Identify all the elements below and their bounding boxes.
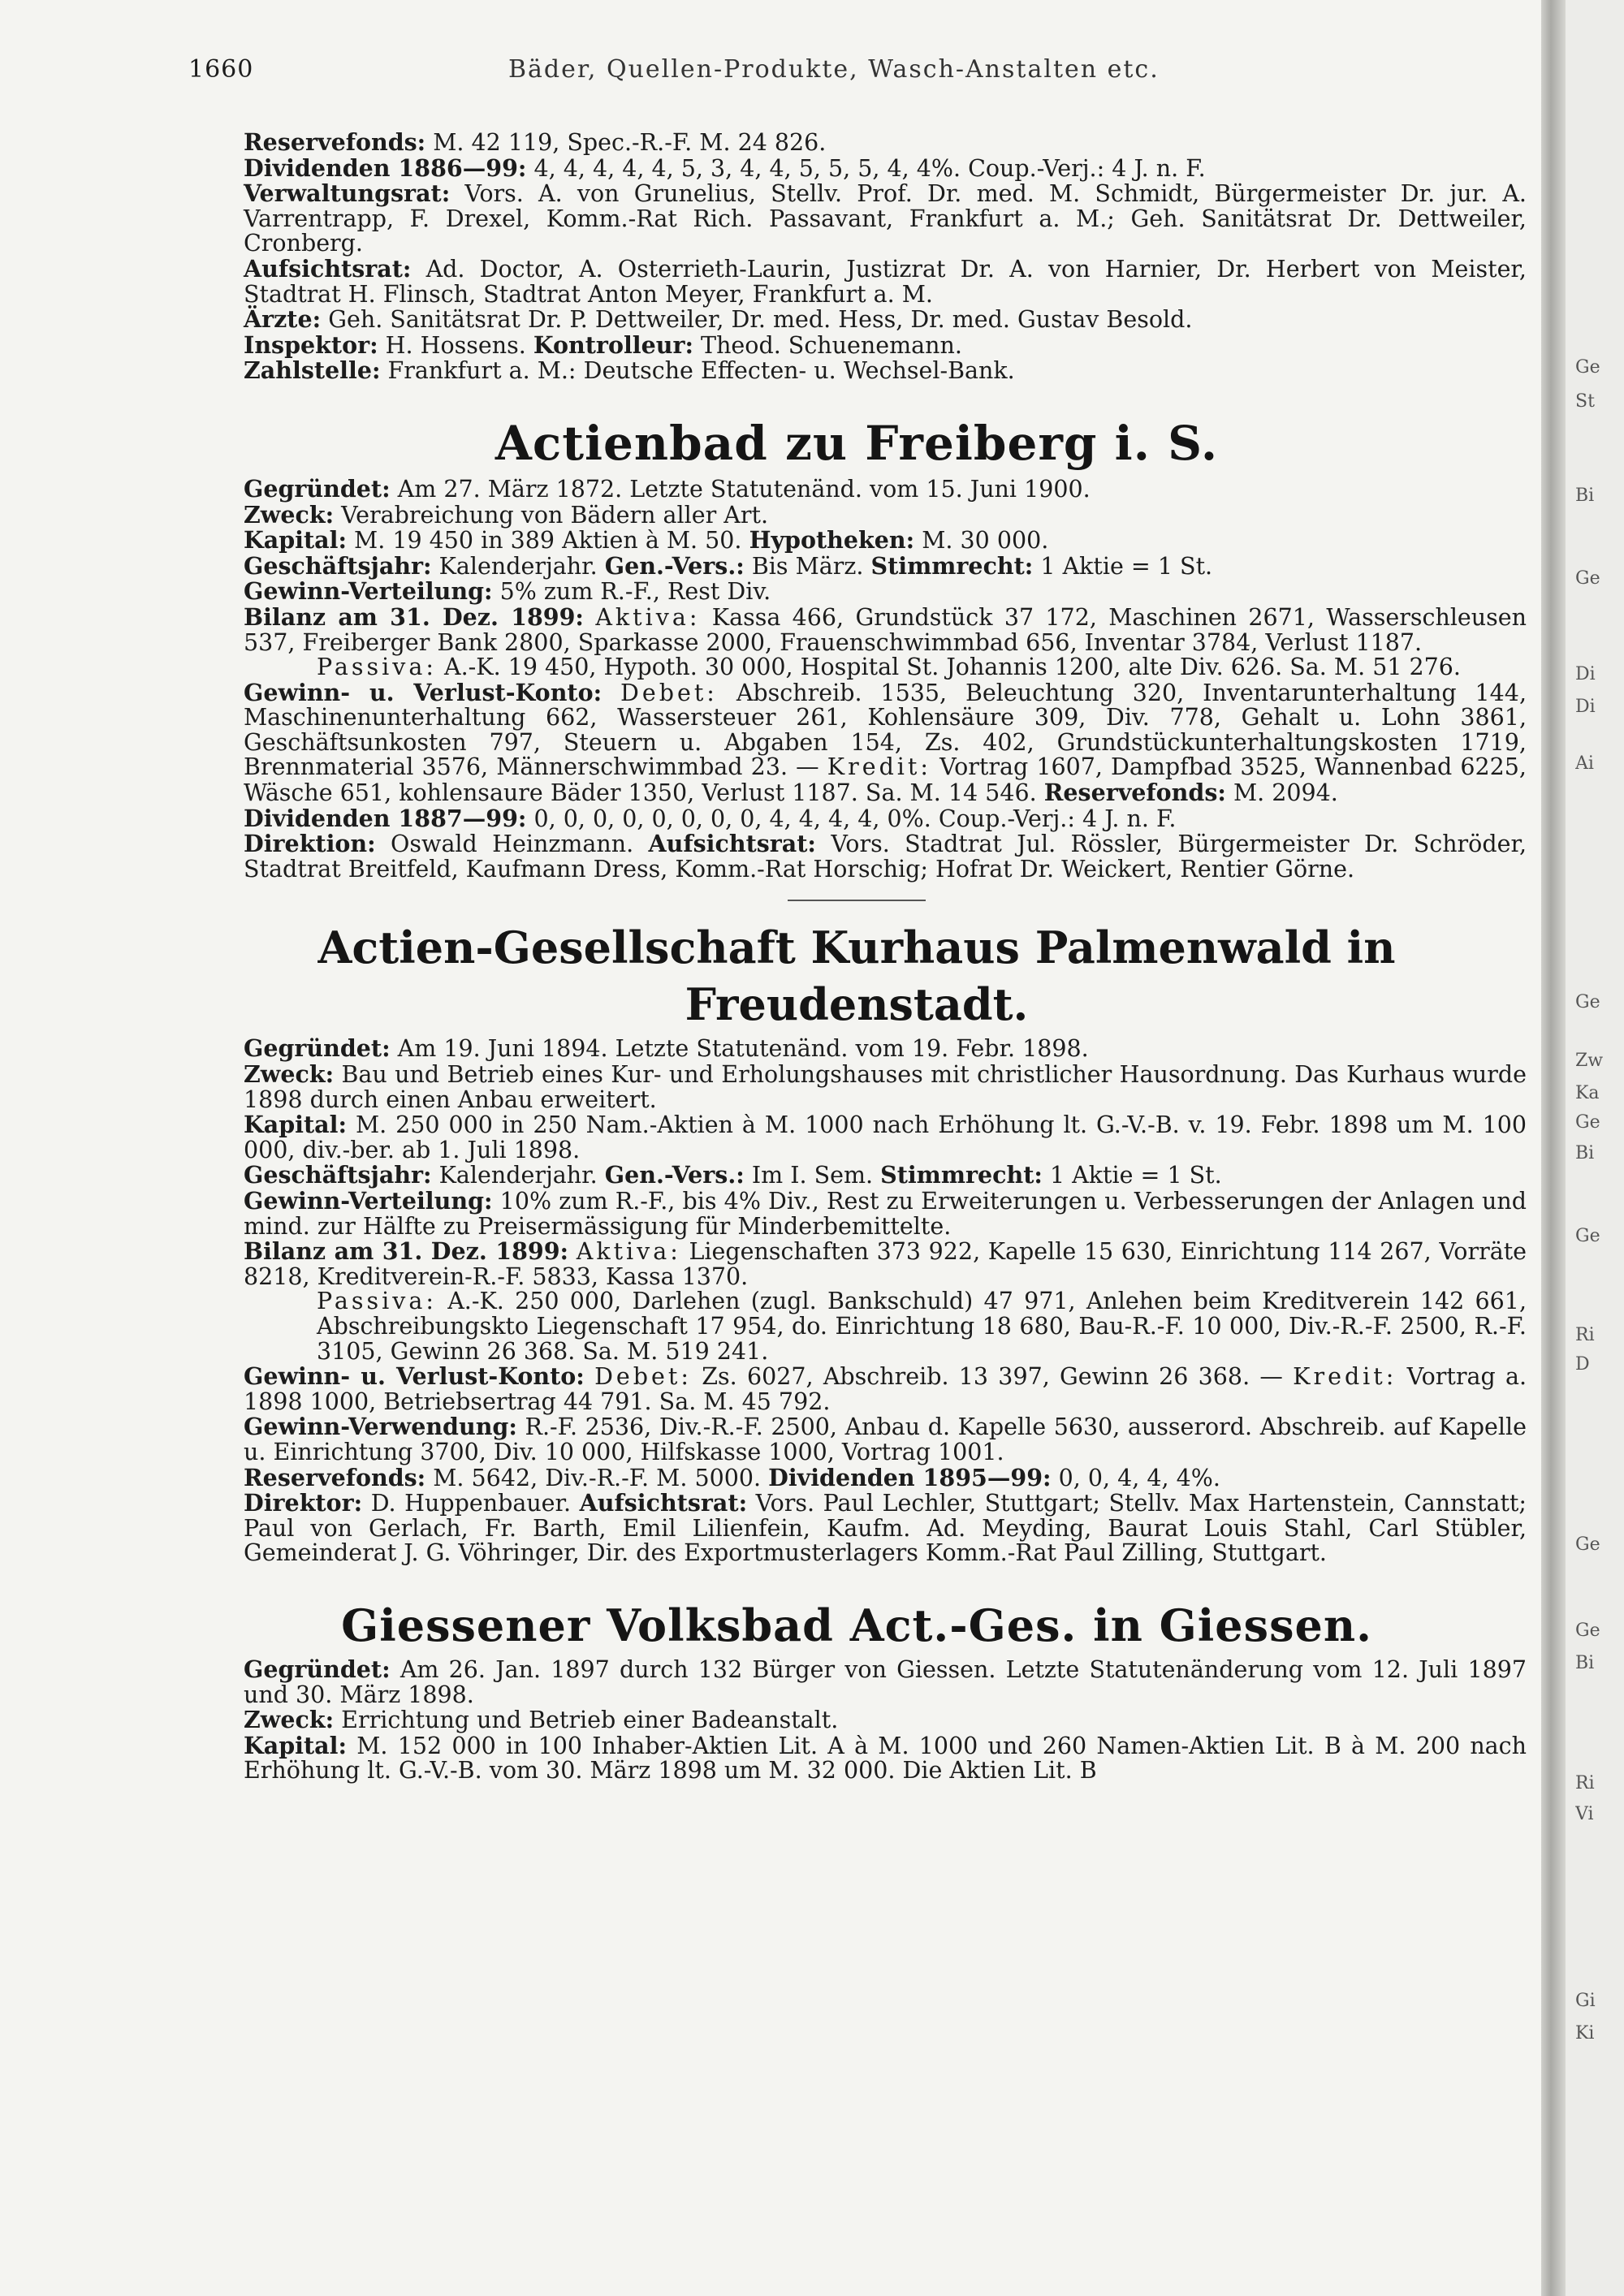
edge-fragment: D: [1575, 1354, 1590, 1375]
edge-fragment: Ge: [1575, 1621, 1600, 1641]
edge-fragment: Ri: [1575, 1773, 1595, 1793]
section-giessen: [187, 1597, 1527, 1784]
next-page-edge: [1566, 0, 1624, 2296]
entry-verwaltungsrat: Verwaltungsrat: Vors. A. von Grunelius, Stellv. Prof. Dr. med. M. Schmidt, Bürgermeister Dr. jur. A. Varrentrapp, F. Drexel, Komm.-Rat Rich. Passavant, Frankfurt a. M.; Geh. Sanitätsrat Dr. Dettweiler, Cronberg.: [244, 179, 1527, 257]
section-title: Actienbad zu Freiberg i. S.: [495, 415, 1219, 471]
entry-bilanz-aktiva: Bilanz am 31. Dez. 1899: Aktiva: Kassa 466, Grundstück 37 172, Maschinen 2671, Wasserschleusen 537, Freiberger Bank 2800, Sparkasse 2000, Frauenschwimmbad 656, Inventar 3784, Verlust 1187.: [244, 602, 1527, 656]
entry-gegruendet: Gegründet: Am 27. März 1872. Letzte Statutenänd. vom 15. Juni 1900.: [244, 474, 1091, 503]
entry-inspektor: Inspektor: H. Hossens. Kontrolleur: Theod. Schuenemann.: [244, 330, 962, 359]
entry-gegruendet: Gegründet: Am 26. Jan. 1897 durch 132 Bürger von Giessen. Letzte Statutenänderung vom 12. Juli 1897 und 30. März 1898.: [244, 1655, 1527, 1708]
section-palmenwald: [187, 919, 1527, 1565]
section-title: Actien-Gesellschaft Kurhaus Palmenwald in Freudenstadt.: [317, 921, 1396, 1031]
entry-aufsichtsrat: Aufsichtsrat: Ad. Doctor, A. Osterrieth-Laurin, Justizrat Dr. A. von Harnier, Dr. Herbert von Meister, Stadtrat H. Flinsch, Stadtrat Anton Meyer, Frankfurt a. M.: [244, 254, 1527, 308]
entry-direktor: Direktor: D. Huppenbauer. Aufsichtsrat: Vors. Paul Lechler, Stuttgart; Stellv. Max Hartenstein, Cannstatt; Paul von Gerlach, Fr. Barth, Emil Lilienfein, Kaufm. Ad. Meyding, Baurat Louis Stahl, Carl Stübler, Gemeinderat J. G. Vöhringer, Dir. des Exportmusterlagers Komm.-Rat Paul Zilling, Stuttgart.: [244, 1489, 1527, 1567]
edge-fragment: Ge: [1575, 992, 1600, 1012]
entry-kapital: Kapital: M. 250 000 in 250 Nam.-Aktien à M. 1000 nach Erhöhung lt. G.-V.-B. v. 19. Febr. 1898 um M. 100 000, div.-ber. ab 1. Juli 1898.: [244, 1111, 1527, 1163]
edge-fragment: St: [1575, 391, 1595, 412]
entry-kapital: Kapital: M. 152 000 in 100 Inhaber-Aktien Lit. A à M. 1000 und 260 Namen-Aktien Lit. B à M. 200 nach Erhöhung lt. G.-V.-B. vom 30. März 1898 um M. 32 000. Die Aktien Lit. B: [244, 1731, 1527, 1785]
section-continued: [187, 130, 1527, 384]
edge-fragment: Di: [1575, 664, 1596, 684]
page-content: [187, 130, 1527, 1784]
section-freiberg: [187, 415, 1527, 902]
edge-fragment: Bi: [1575, 486, 1595, 506]
edge-fragment: Ki: [1575, 2023, 1595, 2044]
entry-zweck: Zweck: Verabreichung von Bädern aller Art.: [244, 500, 769, 529]
edge-fragment: Ge: [1575, 1226, 1600, 1246]
entry-gegruendet: Gegründet: Am 19. Juni 1894. Letzte Statutenänd. vom 19. Febr. 1898.: [244, 1034, 1089, 1063]
page-header: [188, 55, 1528, 96]
running-title: Bäder, Quellen-Produkte, Wasch-Anstalten etc.: [508, 55, 1160, 84]
edge-fragment: Gi: [1575, 1991, 1596, 2011]
entry-gewinn-verlust: Gewinn- u. Verlust-Konto: Debet: Abschreib. 1535, Beleuchtung 320, Inventarunterhaltung 144, Maschinenunterhaltung 662, Wassersteuer 261, Kohlensäure 309, Div. 778, Gehalt u. Lohn 3861, Geschäftsunkosten 797, Steuern u. Abgaben 154, Zs. 402, Grundstückunterhaltungskosten 1719, Brennmaterial 3576, Männerschwimmbad 23. — Kredit: Vortrag 1607, Dampfbad 3525, Wannenbad 6225, Wäsche 651, kohlensaure Bäder 1350, Verlust 1187. Sa. M. 14 546. Reservefonds: M. 2094.: [244, 678, 1527, 807]
edge-fragment: Ri: [1575, 1325, 1595, 1345]
edge-fragment: Ge: [1575, 568, 1600, 589]
entry-gewinn-verlust: Gewinn- u. Verlust-Konto: Debet: Zs. 6027, Abschreib. 13 397, Gewinn 26 368. — Kredit: Vortrag a. 1898 1000, Betriebsertrag 44 791. Sa. M. 45 792.: [244, 1362, 1527, 1415]
entry-gewinn-verwendung: Gewinn-Verwendung: R.-F. 2536, Div.-R.-F. 2500, Anbau d. Kapelle 5630, ausserord. Abschreib. auf Kapelle u. Einrichtung 3700, Div. 10 000, Hilfskasse 1000, Vortrag 1001.: [244, 1413, 1527, 1465]
entry-dividenden: Dividenden 1887—99: 0, 0, 0, 0, 0, 0, 0, 0, 4, 4, 4, 4, 0%. Coup.-Verj.: 4 J. n. F.: [244, 804, 1177, 832]
edge-fragment: Ai: [1575, 753, 1594, 774]
entry-reservefonds: Reservefonds: M. 42 119, Spec.-R.-F. M. 24 826.: [244, 128, 827, 156]
entry-bilanz-passiva: Passiva: A.-K. 250 000, Darlehen (zugl. Bankschuld) 47 971, Anlehen beim Kreditverein 142 661, Abschreibungskto Liegenschaft 17 954, do. Einrichtung 18 680, Bau-R.-F. 10 000, Div.-R.-F. 2500, R.-F. 3105, Gewinn 26 368. Sa. M. 519 241.: [317, 1288, 1527, 1365]
entry-geschaeftsjahr: Geschäftsjahr: Kalenderjahr. Gen.-Vers.: Im I. Sem. Stimmrecht: 1 Aktie = 1 St.: [244, 1161, 1222, 1189]
section-title: Giessener Volksbad Act.-Ges. in Giessen.: [341, 1599, 1372, 1651]
edge-fragment: Bi: [1575, 1653, 1595, 1673]
entry-kapital: Kapital: M. 19 450 in 389 Aktien à M. 50. Hypotheken: M. 30 000.: [244, 526, 1049, 555]
entry-bilanz-passiva: Passiva: A.-K. 19 450, Hypoth. 30 000, Hospital St. Johannis 1200, alte Div. 626. Sa. M. 51 276.: [317, 654, 1461, 681]
edge-fragment: Ge: [1575, 1534, 1600, 1555]
edge-fragment: Di: [1575, 697, 1596, 717]
entry-direktion: Direktion: Oswald Heinzmann. Aufsichtsrat: Vors. Stadtrat Jul. Rössler, Bürgermeister Dr. Schröder, Stadtrat Breitfeld, Kaufmann Dress, Komm.-Rat Horschig; Hofrat Dr. Weickert, Rentier Görne.: [244, 830, 1527, 883]
edge-fragment: Ge: [1575, 357, 1600, 378]
entry-geschaeftsjahr: Geschäftsjahr: Kalenderjahr. Gen.-Vers.: Bis März. Stimmrecht: 1 Aktie = 1 St.: [244, 551, 1213, 580]
page-number: 1660: [188, 55, 254, 84]
entry-aerzte: Ärzte: Geh. Sanitätsrat Dr. P. Dettweiler, Dr. med. Hess, Dr. med. Gustav Besold.: [244, 305, 1193, 334]
edge-fragment: Zw: [1575, 1051, 1604, 1071]
entry-bilanz-aktiva: Bilanz am 31. Dez. 1899: Aktiva: Liegenschaften 373 922, Kapelle 15 630, Einrichtung 114 267, Vorräte 8218, Kreditverein-R.-F. 5833, Kassa 1370.: [244, 1237, 1527, 1290]
edge-fragment: Ka: [1575, 1083, 1600, 1103]
section-divider: [788, 900, 926, 901]
entry-zweck: Zweck: Bau und Betrieb eines Kur- und Erholungshauses mit christlicher Hausordnung. Das Kurhaus wurde 1898 durch einen Anbau erweitert.: [244, 1060, 1527, 1113]
entry-gewinn-verteilung: Gewinn-Verteilung: 10% zum R.-F., bis 4% Div., Rest zu Erweiterungen u. Verbesserungen der Anlagen und mind. zur Hälfte zu Preisermässigung für Minderbemittelte.: [244, 1187, 1527, 1240]
entry-gewinn-verteilung: Gewinn-Verteilung: 5% zum R.-F., Rest Div.: [244, 577, 771, 606]
edge-fragment: Bi: [1575, 1143, 1595, 1163]
entry-reservefonds: Reservefonds: M. 5642, Div.-R.-F. M. 5000. Dividenden 1895—99: 0, 0, 4, 4, 4%.: [244, 1463, 1220, 1491]
entry-zweck: Zweck: Errichtung und Betrieb einer Badeanstalt.: [244, 1706, 839, 1734]
entry-zahlstelle: Zahlstelle: Frankfurt a. M.: Deutsche Effecten- u. Wechsel-Bank.: [244, 356, 1015, 385]
book-gutter: [1541, 0, 1566, 2296]
edge-fragment: Ge: [1575, 1112, 1600, 1133]
entry-dividenden: Dividenden 1886—99: 4, 4, 4, 4, 4, 5, 3, 4, 4, 5, 5, 5, 4, 4%. Coup.-Verj.: 4 J. n. F.: [244, 153, 1206, 182]
edge-fragment: Vi: [1575, 1804, 1594, 1824]
